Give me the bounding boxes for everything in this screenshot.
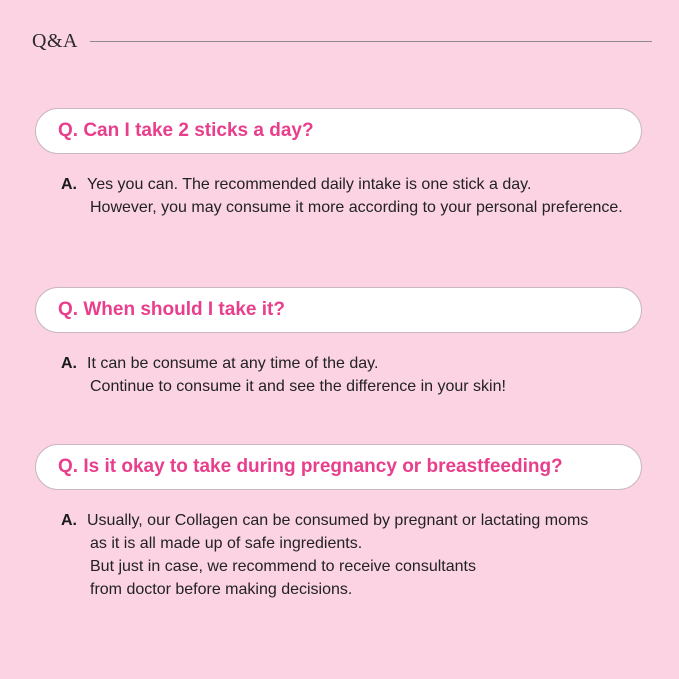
answer-3-line-4: from doctor before making decisions. [90, 581, 353, 598]
answer-1-line-2: However, you may consume it more according to your personal preference. [90, 199, 623, 216]
qa-header [32, 28, 652, 54]
page-title: Q&A [32, 30, 78, 52]
answer-3-line-3: But just in case, we recommend to receive consultants [90, 558, 476, 575]
answer-2-line-1: It can be consume at any time of the day. [87, 355, 379, 372]
question-pill-3 [35, 444, 642, 490]
question-3-text: Q. Is it okay to take during pregnancy or breastfeeding? [58, 456, 563, 477]
question-2-text: Q. When should I take it? [58, 299, 285, 320]
question-pill-2 [35, 287, 642, 333]
answer-3-line-2: as it is all made up of safe ingredients. [90, 535, 363, 552]
question-pill-1 [35, 108, 642, 154]
header-divider [90, 41, 652, 42]
answer-1-line-1: Yes you can. The recommended daily intake is one stick a day. [87, 176, 532, 193]
answer-3-line-1: Usually, our Collagen can be consumed by pregnant or lactating moms [87, 512, 589, 529]
answer-3-mark: A. [61, 512, 77, 529]
question-1-text: Q. Can I take 2 sticks a day? [58, 120, 314, 141]
answer-2-mark: A. [61, 355, 77, 372]
answer-1-mark: A. [61, 176, 77, 193]
answer-2-line-2: Continue to consume it and see the difference in your skin! [90, 378, 506, 395]
